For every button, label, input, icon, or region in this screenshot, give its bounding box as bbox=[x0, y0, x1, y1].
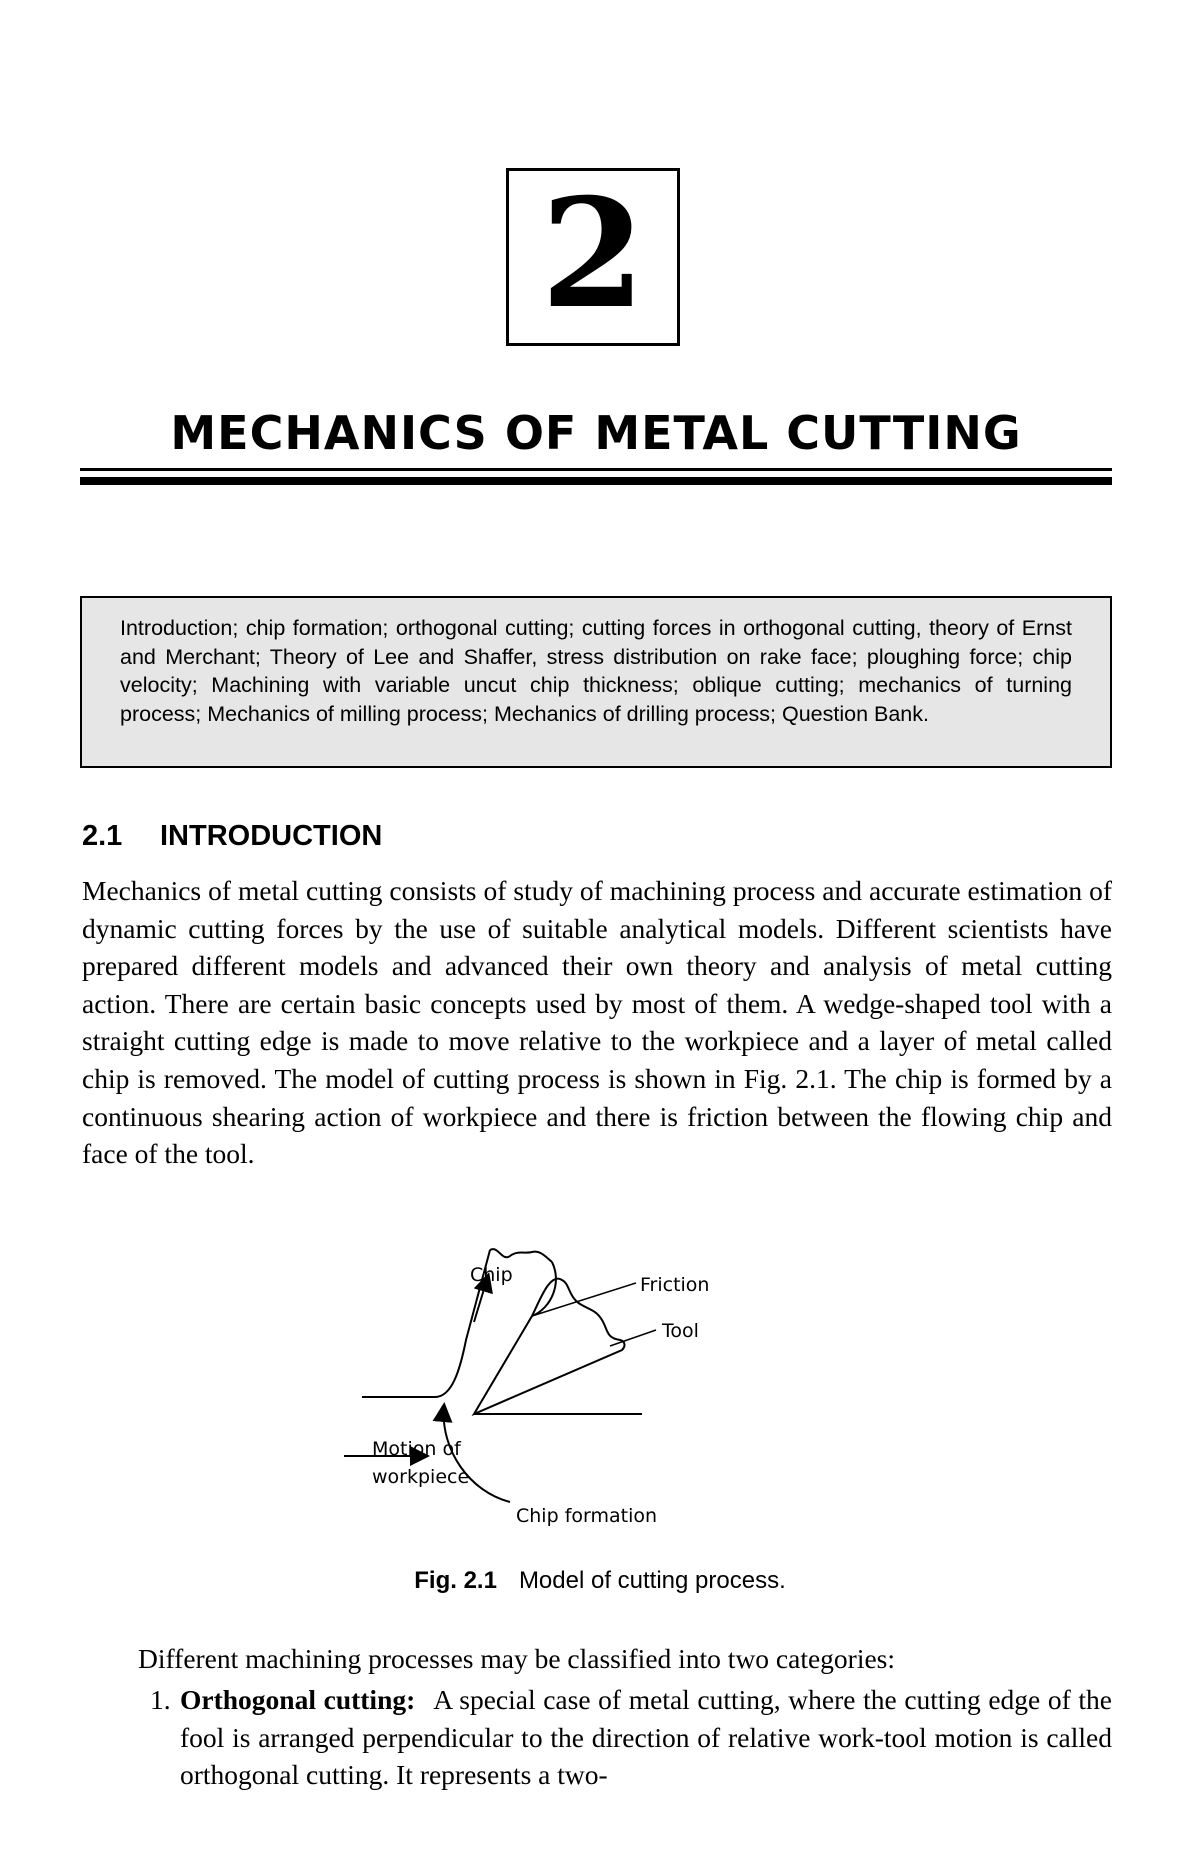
figure-caption-text: Model of cutting process. bbox=[518, 1567, 786, 1594]
section-heading bbox=[82, 820, 382, 853]
friction-leader bbox=[532, 1283, 636, 1316]
label-chip-formation: Chip formation bbox=[516, 1505, 658, 1527]
chapter-summary-text: Introduction; chip formation; orthogonal cutting; cutting forces in orthogonal cutting, theory of Ernst and Merchant; Theory of Lee and Shaffer, stress distribution on rake face; ploughing force; chip velocity; Machining with variable uncut chip thickness; oblique cutting; mechanics of turning process; Mechanics of milling process; Mechanics of drilling process; Question Bank. bbox=[120, 616, 1072, 726]
intro-paragraph: Mechanics of metal cutting consists of study of machining process and accurate estimation of dynamic cutting forces by the use of suitable analytical models. Different scientists have prepared different models and advanced their own theory and analysis of metal cutting action. There are certain basic concepts used by most of them. A wedge-shaped tool with a straight cutting edge is made to move relative to the workpiece and a layer of metal called chip is removed. The model of cutting process is shown in Fig. 2.1. The chip is formed by a continuous shearing action of workpiece and there is friction between the flowing chip and face of the tool. bbox=[82, 875, 1112, 1170]
label-chip: Chip bbox=[470, 1264, 513, 1286]
chapter-number: 2 bbox=[540, 166, 646, 342]
chip-top-edge bbox=[490, 1249, 552, 1262]
title-rule-thin bbox=[80, 468, 1112, 471]
label-motion-line2: workpiece bbox=[372, 1466, 470, 1488]
section-title: INTRODUCTION bbox=[160, 820, 383, 852]
list-item-body bbox=[180, 1681, 1112, 1794]
tool-leader bbox=[610, 1330, 656, 1346]
figure-cutting-model bbox=[340, 1210, 860, 1570]
figure-caption bbox=[0, 1567, 1200, 1595]
label-tool: Tool bbox=[662, 1320, 699, 1342]
list-item bbox=[150, 1681, 1112, 1794]
categories-intro: Different machining processes may be classified into two categories: bbox=[138, 1643, 896, 1674]
chapter-title: MECHANICS OF METAL CUTTING bbox=[170, 406, 1022, 460]
label-friction: Friction bbox=[640, 1274, 710, 1296]
list-item-term: Orthogonal cutting: bbox=[180, 1684, 416, 1715]
label-motion-line1: Motion of bbox=[372, 1438, 461, 1460]
list-item-text: A special case of metal cutting, where the cutting edge of the fool is arranged perpendicular to the direction of relative work-tool motion is called orthogonal cutting. It represents a two- bbox=[180, 1684, 1113, 1791]
tool-outline bbox=[474, 1279, 624, 1414]
chapter-summary-box bbox=[80, 596, 1112, 768]
figure-caption-number: Fig. 2.1 bbox=[414, 1567, 497, 1594]
section-number: 2.1 bbox=[82, 820, 123, 852]
list-item-index: 1. bbox=[150, 1684, 171, 1715]
title-rule-thick bbox=[80, 477, 1112, 485]
chapter-number-box bbox=[506, 168, 680, 346]
